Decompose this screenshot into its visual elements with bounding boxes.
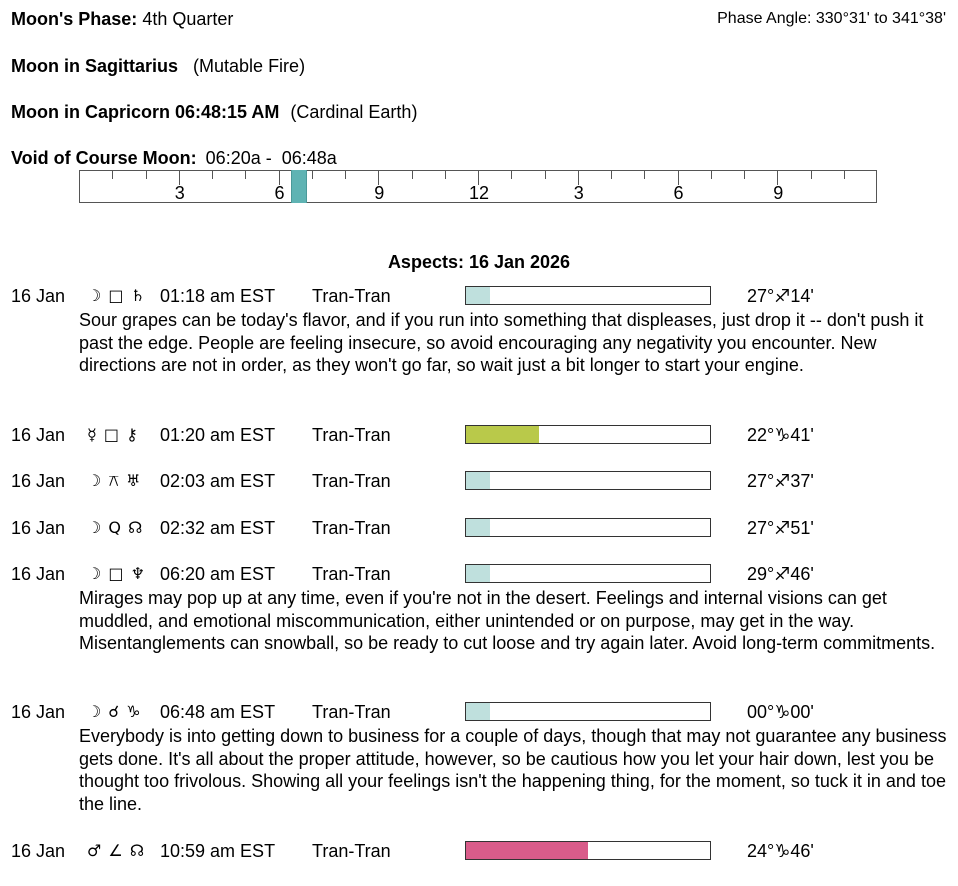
timeline-hour-label: 9	[374, 183, 385, 203]
aspect-description: Mirages may pop up at any time, even if you're not in the desert. Feelings and internal visions can get muddled, and emotional miscommunication, either unintended or on purpose, may get in the way. Misentanglements can snowball, so be ready to cut loose and try again later. Avoid long-term commitments.	[79, 588, 936, 654]
timeline-tick	[146, 171, 147, 179]
phase-angle-value: 330°31' to 341°38'	[815, 10, 946, 27]
aspect-strength-fill	[466, 426, 539, 443]
timeline-tick	[545, 171, 546, 179]
timeline-hour-label: 9	[773, 183, 784, 203]
aspect-glyphs: ☽ □ ♆	[87, 564, 146, 583]
timeline-tick	[511, 171, 512, 179]
timeline-tick	[711, 171, 712, 179]
timeline-tick	[412, 171, 413, 179]
aspect-strength-bar	[465, 564, 711, 583]
aspect-strength-fill	[466, 287, 490, 304]
aspect-date: 16 Jan	[11, 564, 66, 584]
moon-phase-label: Moon's Phase:	[11, 9, 138, 29]
aspect-type: Tran-Tran	[312, 564, 391, 584]
aspect-description: Sour grapes can be today's flavor, and if you run into something that displeases, just drop it -- don't push it past the edge. People are feeling insecure, so avoid encouraging any negativity you encounter. New directions are not in order, as they won't go far, so wait just a bit longer to start your engine.	[79, 310, 924, 376]
aspect-glyphs: ☽ ⚻ ♅	[87, 471, 142, 490]
aspect-type: Tran-Tran	[312, 471, 391, 491]
timeline-tick	[644, 171, 645, 179]
aspect-glyphs: ☽ Q ☊	[87, 518, 144, 537]
timeline-hour-label: 3	[174, 183, 185, 203]
aspect-type: Tran-Tran	[312, 518, 391, 538]
timeline-tick	[112, 171, 113, 179]
aspect-time: 01:20 am EST	[160, 425, 276, 445]
aspect-strength-fill	[466, 703, 490, 720]
timeline-tick	[811, 171, 812, 179]
timeline-tick	[212, 171, 213, 179]
aspect-strength-bar	[465, 702, 711, 721]
timeline-tick	[312, 171, 313, 179]
aspect-position: 27°♐51'	[747, 518, 814, 538]
moon-sign-line-1	[11, 55, 305, 77]
aspect-type: Tran-Tran	[312, 841, 391, 861]
aspect-type: Tran-Tran	[312, 286, 391, 306]
aspect-time: 02:32 am EST	[160, 518, 276, 538]
aspect-strength-fill	[466, 565, 490, 582]
timeline-tick	[445, 171, 446, 179]
aspect-date: 16 Jan	[11, 425, 66, 445]
aspect-date: 16 Jan	[11, 702, 66, 722]
aspect-position: 24°♑46'	[747, 841, 814, 861]
timeline-tick	[611, 171, 612, 179]
timeline-hour-label: 3	[573, 183, 584, 203]
aspect-date: 16 Jan	[11, 471, 66, 491]
moon-sign-2-note: (Cardinal Earth)	[290, 102, 418, 122]
timeline-hour-label: 6	[673, 183, 684, 203]
void-of-course-label: Void of Course Moon:	[11, 148, 197, 168]
moon-sign-1-label: Moon in Sagittarius	[11, 56, 179, 76]
aspect-position: 27°♐37'	[747, 471, 814, 491]
aspect-time: 06:48 am EST	[160, 702, 276, 722]
aspect-strength-fill	[466, 472, 490, 489]
void-of-course-line	[11, 147, 337, 169]
aspect-time: 02:03 am EST	[160, 471, 276, 491]
aspect-date: 16 Jan	[11, 286, 66, 306]
aspect-position: 27°♐14'	[747, 286, 814, 306]
timeline-tick	[744, 171, 745, 179]
void-of-course-value: 06:20a - 06:48a	[205, 148, 337, 168]
aspect-time: 10:59 am EST	[160, 841, 276, 861]
aspect-strength-fill	[466, 519, 490, 536]
phase-angle	[717, 9, 946, 29]
moon-sign-1-note: (Mutable Fire)	[193, 56, 306, 76]
aspect-time: 06:20 am EST	[160, 564, 276, 584]
aspect-strength-fill	[466, 842, 588, 859]
aspect-position: 22°♑41'	[747, 425, 814, 445]
aspect-date: 16 Jan	[11, 841, 66, 861]
aspect-position: 29°♐46'	[747, 564, 814, 584]
aspect-type: Tran-Tran	[312, 702, 391, 722]
timeline-tick	[245, 171, 246, 179]
moon-phase-value: 4th Quarter	[142, 9, 234, 29]
moon-sign-line-2	[11, 101, 417, 123]
timeline-hour-label: 12	[468, 183, 490, 203]
aspect-glyphs: ☿ □ ⚷	[87, 425, 139, 444]
aspects-title: Aspects: 16 Jan 2026	[387, 252, 571, 272]
aspect-glyphs: ☽ ☌ ♑	[87, 702, 142, 721]
aspect-type: Tran-Tran	[312, 425, 391, 445]
aspect-strength-bar	[465, 425, 711, 444]
aspect-glyphs: ♂ ∠ ☊	[87, 841, 146, 860]
timeline-tick	[345, 171, 346, 179]
timeline-tick	[844, 171, 845, 179]
void-period-block	[291, 170, 307, 203]
aspect-position: 00°♑00'	[747, 702, 814, 722]
phase-angle-label: Phase Angle:	[717, 10, 812, 27]
aspect-strength-bar	[465, 841, 711, 860]
moon-sign-2-label: Moon in Capricorn 06:48:15 AM	[11, 102, 280, 122]
aspect-strength-bar	[465, 471, 711, 490]
aspect-glyphs: ☽ □ ♄	[87, 286, 146, 305]
aspect-date: 16 Jan	[11, 518, 66, 538]
aspect-time: 01:18 am EST	[160, 286, 276, 306]
timeline-hour-label: 6	[274, 183, 285, 203]
aspect-strength-bar	[465, 518, 711, 537]
moon-phase-line	[11, 8, 233, 30]
void-of-course-timeline	[79, 170, 877, 203]
aspect-description: Everybody is into getting down to business for a couple of days, though that may not guarantee any business gets done. It's all about the proper attitude, however, so be cautious how you let your hair down, lest you be thought too frivolous. Showing all your feelings isn't the happening thing, for the moment, so tuck it in and toe the line.	[79, 726, 947, 814]
aspect-strength-bar	[465, 286, 711, 305]
